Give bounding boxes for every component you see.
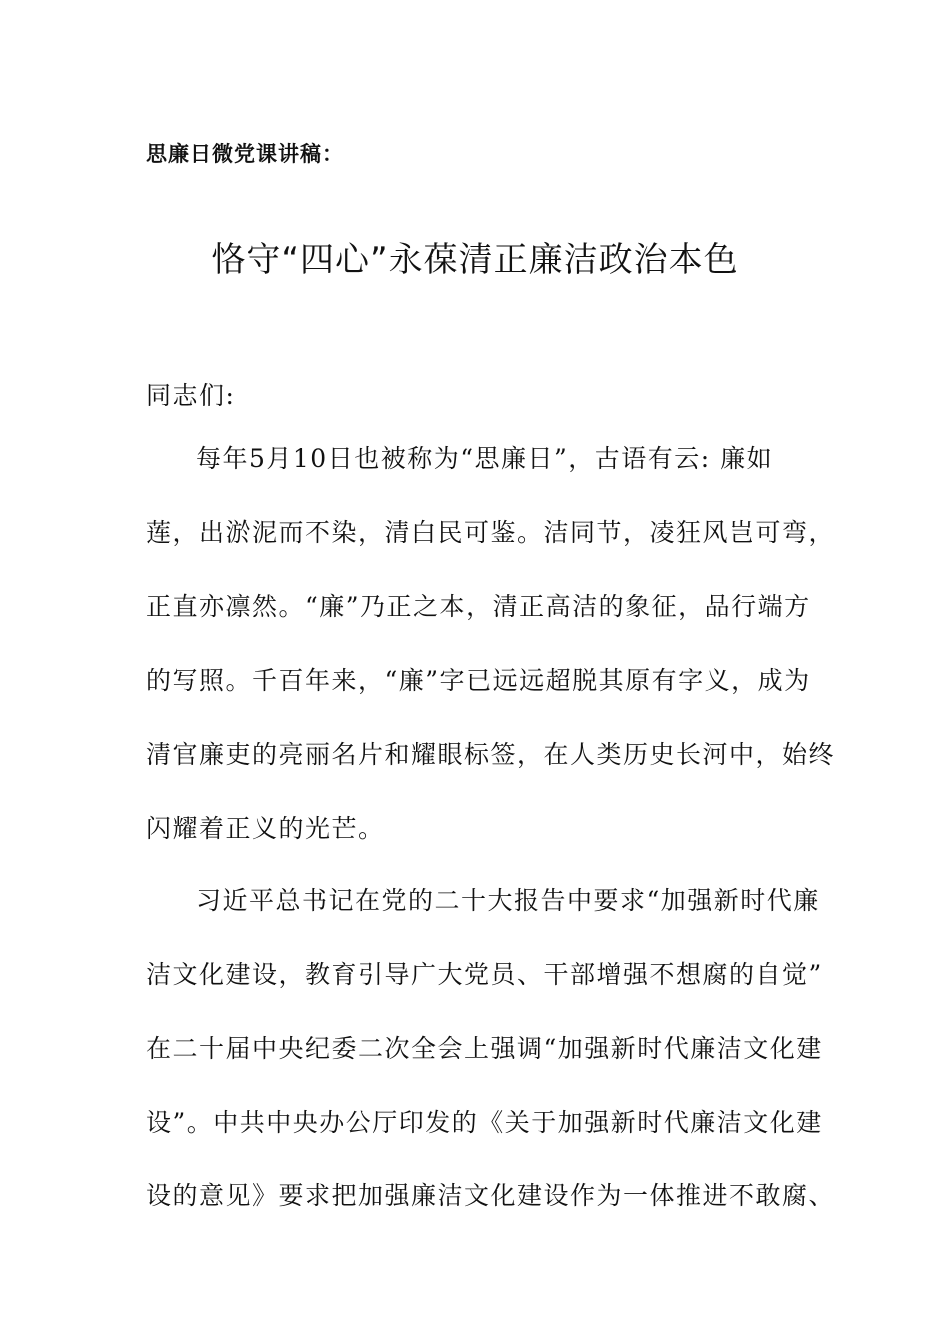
document-subtitle: 思廉日微党课讲稿： [146,142,344,166]
paragraph-2-line-2: 洁文化建设，教育引导广大党员、干部增强不想腐的自觉” [146,960,823,989]
paragraph-1-line-6: 闪耀着正义的光芒。 [146,814,385,843]
paragraph-2-line-3: 在二十届中央纪委二次全会上强调“加强新时代廉洁文化建 [146,1034,823,1063]
document-title: 恪守“四心”永葆清正廉洁政治本色 [211,240,739,280]
salutation: 同志们: [146,381,236,410]
paragraph-2-line-4: 设”。中共中央办公厅印发的《关于加强新时代廉洁文化建 [146,1108,823,1137]
paragraph-1-line-3: 正直亦凛然。“廉”乃正之本，清正高洁的象征，品行端方 [146,592,811,621]
paragraph-1-line-4: 的写照。千百年来，“廉”字已远远超脱其原有字义，成为 [146,666,811,695]
paragraph-1-line-5: 清官廉吏的亮丽名片和耀眼标签，在人类历史长河中，始终 [146,740,836,769]
paragraph-1-line-1: 每年5月10日也被称为“思廉日”，古语有云: 廉如 [196,444,774,473]
paragraph-2-line-1: 习近平总书记在党的二十大报告中要求“加强新时代廉 [196,886,820,915]
paragraph-1-line-2: 莲，出淤泥而不染，清白民可鉴。洁同节，凌狂风岂可弯， [146,518,836,547]
paragraph-2-line-5: 设的意见》要求把加强廉洁文化建设作为一体推进不敢腐、 [146,1181,836,1210]
